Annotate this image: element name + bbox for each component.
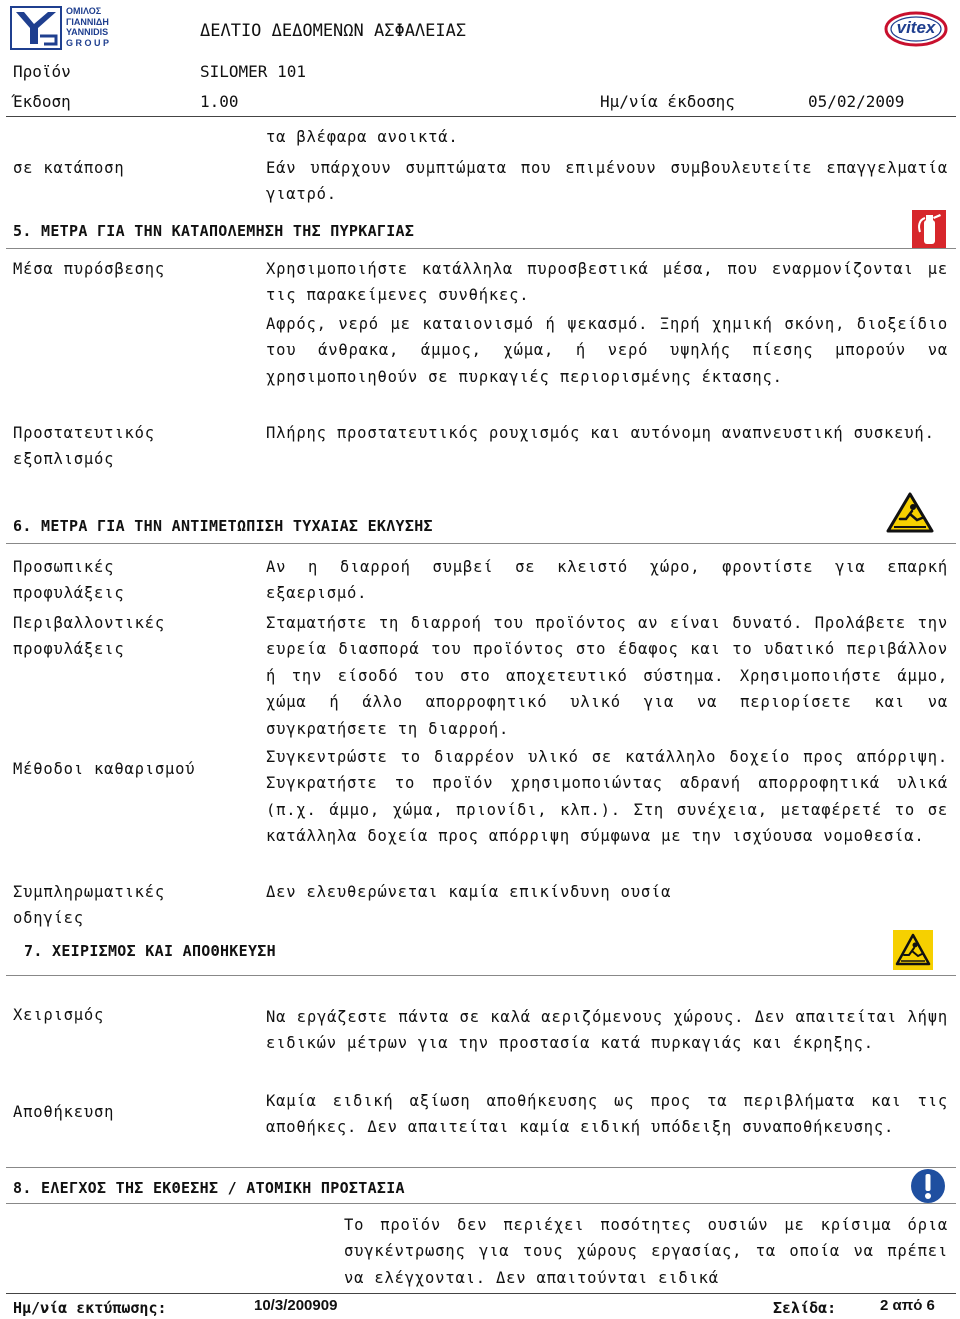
section-5-title: 5. ΜΕΤΡΑ ΓΙΑ ΤΗΝ ΚΑΤΑΠΟΛΕΜΗΣΗ ΤΗΣ ΠΥΡΚΑΓΙΑΣ	[13, 222, 415, 240]
ingestion-label: σε κατάποση	[13, 159, 125, 177]
cleanup-methods-text: Συγκεντρώστε το διαρρέον υλικό σε κατάλληλο δοχείο προς απόρριψη. Συγκρατήστε το προϊόν χρησιμοποιώντας αδρανή απορροφητικά υλικά (π.χ. άμμο, χώμα, πριονίδι, κλπ.). Στη συνέχεια, μεταφέρετέ το σε κατάλληλα δοχεία προς απόρριψη σύμφωνα με την ισχύουσα νομοθεσία.	[266, 748, 948, 846]
additional-instructions-label: Συμπληρωματικές οδηγίες	[13, 883, 165, 928]
additional-instructions-text: Δεν ελευθερώνεται καμία επικίνδυνη ουσία	[266, 883, 672, 901]
slippery-floor-warning-icon	[886, 492, 934, 534]
extinguishing-media-text: Χρησιμοποιήστε κατάλληλα πυροσβεστικά μέσα, που εναρμονίζονται με τις παρακείμενες συνθήκες.	[266, 260, 948, 305]
issue-date-label: Ημ/νία έκδοσης	[600, 92, 735, 111]
section-8-rule	[6, 1203, 956, 1204]
section-6-title: 6. ΜΕΤΡΑ ΓΙΑ ΤΗΝ ΑΝΤΙΜΕΤΩΠΙΣΗ ΤΥΧΑΙΑΣ ΕΚΛΥΣΗΣ	[13, 517, 433, 535]
continuation-line: τα βλέφαρα ανοικτά.	[266, 128, 459, 146]
issue-date-value: 05/02/2009	[808, 92, 905, 111]
storage-text: Καμία ειδική αξίωση αποθήκευσης ως προς τα περιβλήματα και τις αποθήκες. Δεν απαιτείται καμία ειδική υπόδειξη συναποθήκευσης.	[266, 1092, 948, 1137]
environmental-precautions-label: Περιβαλλοντικές προφυλάξεις	[13, 614, 165, 659]
page-label: Σελίδα:	[773, 1299, 837, 1317]
section-7-title: 7. ΧΕΙΡΙΣΜΟΣ ΚΑΙ ΑΠΟΘΗΚΕΥΣΗ	[24, 942, 276, 960]
handling-text: Να εργάζεστε πάντα σε καλά αεριζόμενους χώρους. Δεν απαιτείται λήψη ειδικών μέτρων για την προστασία κατά πυρκαγιάς και έκρηξης.	[266, 1008, 948, 1053]
logo-line: G R O U P	[66, 37, 110, 48]
extinguishing-media-details: Αφρός, νερό με καταιονισμό ή ψεκασμό. Ξηρή χημική σκόνη, διοξείδιο του άνθρακα, άμμος, χώμα, ή νερό υψηλής πίεσης μπορούν να χρησιμοποιηθούν σε πυρκαγιές περιορισμένης έκτασης.	[266, 315, 948, 386]
logo-line: ΓΙΑΝΝΙΔΗ	[66, 16, 109, 27]
print-date-value: 10/3/200909	[254, 1297, 338, 1314]
environmental-precautions-text: Σταματήστε τη διαρροή του προϊόντος αν είναι δυνατό. Προλάβετε την ευρεία διασπορά του προϊόντος στο έδαφος και το υδατικό περιβάλλον ή την είσοδό του στο αποχετευτικό σύστημα. Χρησιμοποιήστε άμμο, χώμα ή άλλο απορροφητικό υλικό για να περιορίσετε και να συγκρατήσετε τη διαρροή.	[266, 614, 948, 738]
protective-equipment-text: Πλήρης προστατευτικός ρουχισμός και αυτόνομη αναπνευστική συσκευή.	[266, 424, 935, 442]
section-7-rule	[6, 975, 956, 976]
document-title: ΔΕΛΤΙΟ ΔΕΔΟΜΕΝΩΝ ΑΣΦΑΛΕΙΑΣ	[200, 21, 467, 41]
exposure-control-text: Το προϊόν δεν περιέχει ποσότητες ουσιών με κρίσιμα όρια συγκέντρωσης για τους χώρους εργασίας, τα οποία να πρέπει να ελέγχονται. Δεν απαιτούνται ειδικά	[344, 1216, 948, 1287]
vitex-logo-text: vitex	[896, 18, 936, 37]
section-5-rule	[6, 248, 956, 249]
version-value: 1.00	[200, 92, 239, 111]
slippery-floor-warning-icon	[893, 930, 933, 970]
logo-text	[66, 6, 109, 48]
storage-label: Αποθήκευση	[13, 1103, 115, 1121]
cleanup-methods-label: Μέθοδοι καθαρισμού	[13, 760, 196, 778]
section-6-rule	[6, 543, 956, 544]
extinguishing-media-label: Μέσα πυρόσβεσης	[13, 260, 165, 278]
protective-equipment-label: Προστατευτικός εξοπλισμός	[13, 424, 155, 469]
section-8-top-rule	[6, 1167, 956, 1168]
logo-line: ΟΜΙΛΟΣ	[66, 6, 102, 16]
section-8-title: 8. ΕΛΕΓΧΟΣ ΤΗΣ ΕΚΘΕΣΗΣ / ΑΤΟΜΙΚΗ ΠΡΟΣΤΑΣΙΑ	[13, 1179, 405, 1197]
footer-divider	[6, 1293, 956, 1294]
product-label: Προϊόν	[13, 62, 71, 81]
header-divider	[6, 116, 956, 117]
handling-label: Χειρισμός	[13, 1006, 105, 1024]
print-date-label: Ημ/νία εκτύπωσης:	[13, 1299, 167, 1317]
personal-precautions-text: Αν η διαρροή συμβεί σε κλειστό χώρο, φροντίστε για επαρκή εξαερισμό.	[266, 558, 948, 603]
page-number: 2 από 6	[880, 1297, 935, 1314]
version-label: Έκδοση	[13, 92, 71, 111]
product-value: SILOMER 101	[200, 62, 306, 81]
mandatory-exclamation-icon	[910, 1168, 946, 1204]
personal-precautions-label: Προσωπικές προφυλάξεις	[13, 558, 125, 603]
logo-line: YANNIDIS	[66, 27, 109, 37]
vitex-logo	[884, 10, 948, 48]
fire-extinguisher-icon	[912, 210, 946, 248]
ingestion-text: Εάν υπάρχουν συμπτώματα που επιμένουν συμβουλευτείτε επαγγελματία γιατρό.	[266, 159, 948, 204]
